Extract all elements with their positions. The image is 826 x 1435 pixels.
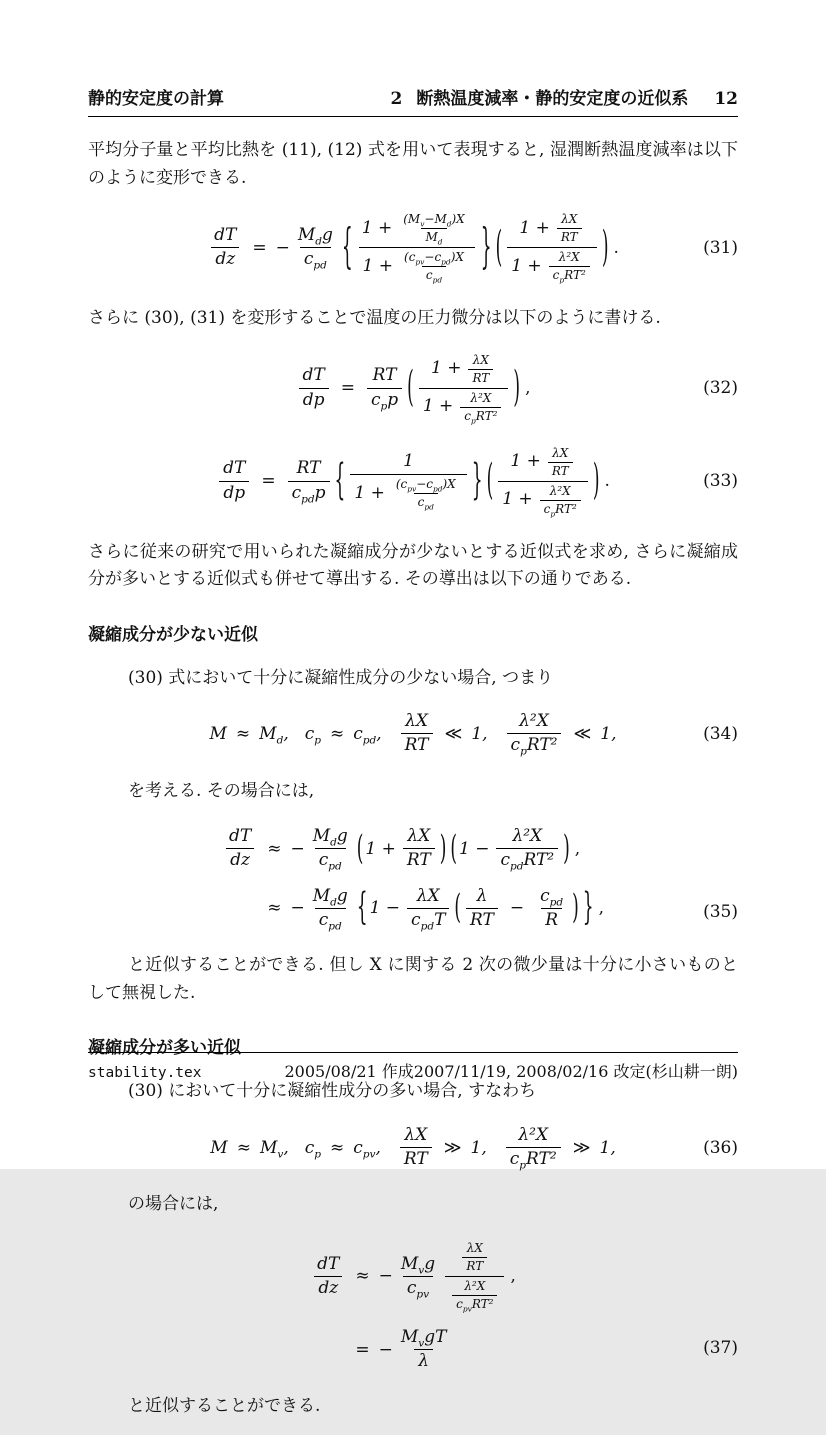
math-operator: − <box>509 898 525 919</box>
footer-revision-dates: 2005/08/21 作成2007/11/19, 2008/02/16 改定(杉山耕一朗) <box>284 1062 738 1081</box>
math-token: 1 + <box>510 451 541 472</box>
math-token: $M_vg$ <box>400 1253 436 1276</box>
math-token: $M_vgT$ <box>400 1326 447 1350</box>
math-token: 1, <box>470 1137 487 1158</box>
math-row <box>419 388 509 426</box>
equation-number: (34) <box>703 723 738 744</box>
fraction <box>309 885 352 933</box>
equation-number: (37) <box>703 1338 738 1359</box>
paragraph: の場合には, <box>128 1194 219 1215</box>
header-title: 静的安定度の計算 <box>88 89 224 108</box>
fraction <box>403 825 435 873</box>
right-brace: } <box>471 456 483 507</box>
math-token: λX <box>416 885 440 906</box>
math-token: $c_pp$ <box>367 388 402 412</box>
math-token: $M_v$, <box>259 1137 289 1160</box>
math-token: dT <box>223 458 246 479</box>
math-token: $c_{pd}$ <box>315 908 346 932</box>
fraction <box>367 364 402 412</box>
math-token: $c_{pd}$ <box>540 885 564 909</box>
math-token: $c_pRT^2$ <box>507 733 562 757</box>
paragraph: さらに従来の研究で用いられた凝縮成分が少ないとする近似式を求め, さらに凝縮成分が多いとする近似式も併せて導出する. その導出は以下の通りである. <box>88 541 738 590</box>
fraction <box>548 445 573 480</box>
equation-number: (33) <box>703 471 738 492</box>
math-token: 1 − <box>458 838 490 859</box>
fraction <box>549 249 590 284</box>
math-token: 1 + <box>354 482 385 503</box>
math-row <box>515 210 588 247</box>
math-token: $c_pRT^2$ <box>506 1147 561 1171</box>
math-token: 1 + <box>362 255 394 276</box>
math-token: 1, <box>600 723 617 744</box>
math-operator: ≫ <box>572 1137 591 1158</box>
left-brace: { <box>334 456 346 507</box>
math-row <box>427 351 500 388</box>
left-paren: ( <box>486 456 494 507</box>
math-token: λ²X <box>464 1278 486 1293</box>
right-paren: ) <box>513 363 521 414</box>
page-content <box>88 84 738 1435</box>
math-token: $c_p$ <box>304 1137 321 1160</box>
math-token: $(c_{pv}-c_{pd})X$ <box>395 476 456 494</box>
fraction <box>350 450 466 511</box>
fraction <box>496 825 558 873</box>
math-token: dT <box>228 826 252 847</box>
math-token: RT <box>462 1257 487 1275</box>
math-token: dz <box>314 1276 342 1300</box>
fraction <box>407 885 449 933</box>
fraction <box>288 457 330 505</box>
math-operator: ≈ <box>330 723 345 744</box>
footer-filename: stability.tex <box>88 1065 202 1081</box>
math-token: M <box>210 1137 228 1158</box>
math-token: 1 + <box>361 217 393 238</box>
equation-number: (35) <box>703 902 738 923</box>
fraction <box>397 1326 451 1374</box>
equation-31 <box>88 210 738 285</box>
math-operator: − <box>378 1339 393 1360</box>
fraction <box>400 1124 432 1172</box>
math-operator: = <box>261 471 276 492</box>
math-token: λX <box>407 826 431 847</box>
math-token: $c_{pd}RT^2$ <box>496 848 558 872</box>
right-paren: ) <box>563 828 570 869</box>
fraction <box>299 364 329 412</box>
left-paren: ( <box>454 888 462 929</box>
math-token: $M_dg$ <box>312 885 348 909</box>
math-row <box>455 1239 494 1276</box>
math-operator: ≪ <box>573 723 592 744</box>
math-token: $M_d$ <box>421 228 446 246</box>
math-operator: = <box>340 378 355 399</box>
left-paren: ( <box>356 828 364 869</box>
math-token: dp <box>219 481 249 505</box>
left-paren: ( <box>450 828 457 869</box>
math-rhs <box>290 825 580 873</box>
fraction <box>309 825 352 873</box>
math-token: λX <box>561 212 578 227</box>
math-token: λ²X <box>470 390 492 405</box>
math-rhs <box>290 885 604 933</box>
fraction <box>392 476 460 511</box>
math-token: RT <box>468 369 493 387</box>
math-operator: − <box>378 1266 393 1287</box>
math-row <box>506 444 579 481</box>
math-token: $c_{pd}$ <box>315 848 346 872</box>
math-token: dp <box>299 388 329 412</box>
math-token: $c_pRT^2$ <box>540 500 581 518</box>
math-token: dz <box>226 848 254 872</box>
fraction <box>401 710 433 758</box>
math-row <box>365 825 437 873</box>
equation-number: (32) <box>703 378 738 399</box>
math-operator: ≈ <box>330 1137 345 1158</box>
math-token: RT <box>400 1147 432 1171</box>
aligned-equations <box>88 1239 738 1374</box>
left-brace: { <box>341 219 353 276</box>
fraction <box>313 1253 343 1301</box>
math-token: dT <box>214 224 237 245</box>
math-token: $c_{pv}RT^2$ <box>452 1295 497 1313</box>
right-paren: ) <box>439 828 447 869</box>
math-operator: ≈ <box>236 1137 251 1158</box>
math-token: λ²X <box>558 250 580 265</box>
math-token: $c_{pd}$ <box>414 493 438 511</box>
paragraph: と近似することができる. <box>128 1396 321 1417</box>
math-token: RT <box>466 908 498 932</box>
math-operator: ≈ <box>355 1266 370 1287</box>
header-rule <box>88 116 738 117</box>
paragraph: (30) において十分に凝縮性成分の多い場合, すなわち <box>128 1081 537 1102</box>
math-token: 1 + <box>519 217 550 238</box>
math-operator: ≈ <box>235 723 251 744</box>
math-token: $c_pRT^2$ <box>549 266 590 284</box>
math-token: M <box>209 723 227 744</box>
math-token: dT <box>317 1253 340 1274</box>
math-token: 1 <box>403 451 414 472</box>
math-token: dz <box>211 247 239 271</box>
fraction <box>498 444 588 519</box>
math-token: . <box>613 237 619 258</box>
fraction <box>397 1253 439 1301</box>
math-token: $c_{pv}$ <box>403 1276 433 1300</box>
math-token: λX <box>552 445 569 460</box>
math-token: , <box>510 1266 516 1287</box>
math-operator: − <box>290 898 305 919</box>
page-header <box>88 84 738 109</box>
math-row <box>445 1276 504 1314</box>
math-token: $(M_v-M_d)X$ <box>403 212 465 229</box>
math-token: 1 + <box>430 358 462 379</box>
math-token: 1 + <box>511 255 542 276</box>
paragraph-intro: 平均分子量と平均比熱を (11), (12) 式を用いて表現すると, 湿潤断熱温度減率は以下のように変形できる. <box>88 140 738 188</box>
aligned-equations <box>88 825 738 932</box>
math-token: λ²X <box>519 711 549 732</box>
math-row <box>350 474 466 512</box>
math-row <box>370 885 453 933</box>
math-operator: ≪ <box>444 723 463 744</box>
math-token: RT <box>403 848 435 872</box>
paragraph: と近似することができる. 但し X に関する 2 次の微少量は十分に小さいものとして無視した. <box>88 955 738 1003</box>
math-rhs <box>379 1326 454 1374</box>
math-token: 1 + <box>502 489 533 510</box>
math-token: RT <box>296 458 321 479</box>
fraction <box>557 211 582 246</box>
math-token: RT <box>557 228 582 246</box>
fraction <box>219 457 249 505</box>
math-token: , <box>574 838 581 859</box>
equation-35 <box>88 825 738 932</box>
math-token: RT <box>401 733 433 757</box>
math-row <box>498 481 588 519</box>
math-token: RT <box>548 462 573 480</box>
math-token: 1 + <box>365 838 396 859</box>
fraction <box>452 1278 497 1313</box>
fraction <box>210 224 240 272</box>
math-lhs <box>222 825 258 873</box>
right-paren: ) <box>572 888 579 929</box>
fraction <box>225 825 255 873</box>
math-operator: ≈ <box>267 838 282 859</box>
math-token: λ²X <box>549 483 571 498</box>
math-operator: = <box>252 237 267 258</box>
fraction <box>445 1239 504 1314</box>
fraction <box>400 249 468 284</box>
page-footer <box>88 1052 738 1082</box>
math-token: $c_{pd}$, <box>353 723 382 747</box>
math-row <box>359 247 475 285</box>
math-token: 1 − <box>369 898 401 919</box>
math-token: $c_{pd}$ <box>300 247 331 271</box>
equation-34 <box>88 710 738 758</box>
fraction <box>507 710 562 758</box>
paragraph: さらに (30), (31) を変形することで温度の圧力微分は以下のように書ける. <box>88 308 661 329</box>
math-operator: − <box>275 237 290 258</box>
math-token: dT <box>302 365 325 386</box>
math-token: . <box>604 471 610 492</box>
equation-32 <box>88 351 738 426</box>
right-paren: ) <box>601 222 609 273</box>
fraction <box>468 352 493 387</box>
math-token: $c_{pv}$, <box>353 1137 381 1160</box>
math-token: λ <box>476 885 488 906</box>
fraction <box>358 210 476 285</box>
math-token: $c_{pd}p$ <box>288 481 330 505</box>
heading-few-condensible: 凝縮成分が少ない近似 <box>88 624 258 644</box>
math-token: λX <box>472 352 489 367</box>
math-row <box>358 210 476 247</box>
math-token: , <box>598 898 605 919</box>
fraction <box>536 885 567 933</box>
math-token: $c_{pd}$ <box>422 266 446 284</box>
header-page-number: 12 <box>714 89 738 109</box>
math-lhs <box>310 1253 346 1301</box>
math-row <box>507 247 597 285</box>
right-brace: } <box>480 219 492 276</box>
fraction <box>506 1124 561 1172</box>
math-token: , <box>525 378 531 399</box>
math-token: $M_d$, <box>259 723 289 747</box>
right-paren: ) <box>592 456 600 507</box>
fraction <box>466 885 498 933</box>
left-paren: ( <box>407 363 414 414</box>
math-token: 1, <box>471 723 488 744</box>
math-rhs <box>379 1239 516 1314</box>
math-operator: ≈ <box>267 898 282 919</box>
math-token: 1 + <box>422 396 454 417</box>
math-row <box>459 825 561 873</box>
paragraph: (30) 式において十分に凝縮性成分の少ない場合, つまり <box>128 667 554 688</box>
math-token: λ²X <box>512 826 543 847</box>
fraction <box>540 483 581 518</box>
fraction <box>460 390 501 425</box>
math-token: R <box>541 908 562 932</box>
paragraph: を考える. その場合には, <box>128 780 315 801</box>
fraction <box>419 351 509 426</box>
math-operator: = <box>355 1339 370 1360</box>
math-token: $(c_{pv}-c_{pd})X$ <box>404 250 464 267</box>
equation-number: (36) <box>703 1137 738 1158</box>
fraction <box>294 224 337 272</box>
math-token: $c_{pd}T$ <box>407 908 449 932</box>
fraction <box>462 1240 487 1275</box>
left-brace: { <box>356 886 368 931</box>
footer-row <box>88 1059 738 1082</box>
math-token: λX <box>405 711 429 732</box>
math-operator: ≫ <box>443 1137 462 1158</box>
math-token: λX <box>404 1124 428 1145</box>
math-token: $c_p$ <box>304 723 321 747</box>
math-token: $M_dg$ <box>312 826 348 849</box>
equation-33 <box>88 444 738 519</box>
footer-rule <box>88 1052 738 1053</box>
math-token: RT <box>372 365 397 386</box>
left-paren: ( <box>495 222 503 273</box>
fraction <box>399 211 469 246</box>
equation-36 <box>88 1124 738 1172</box>
header-section-title: 断熱温度減率・静的安定度の近似系 <box>416 89 689 108</box>
heading-many-condensible: 凝縮成分が多い近似 <box>88 1038 241 1058</box>
math-token: $c_pRT^2$ <box>460 407 501 425</box>
header-section-number: 2 <box>390 89 403 109</box>
equation-37 <box>88 1239 738 1374</box>
right-brace: } <box>582 886 594 931</box>
math-operator: − <box>290 838 305 859</box>
math-token: λ <box>414 1349 433 1373</box>
math-token: 1, <box>599 1137 616 1158</box>
math-token: λX <box>466 1240 483 1255</box>
math-token: $M_dg$ <box>297 224 333 248</box>
math-token: λ²X <box>518 1124 549 1145</box>
fraction <box>507 210 597 285</box>
equation-number: (31) <box>703 237 738 258</box>
